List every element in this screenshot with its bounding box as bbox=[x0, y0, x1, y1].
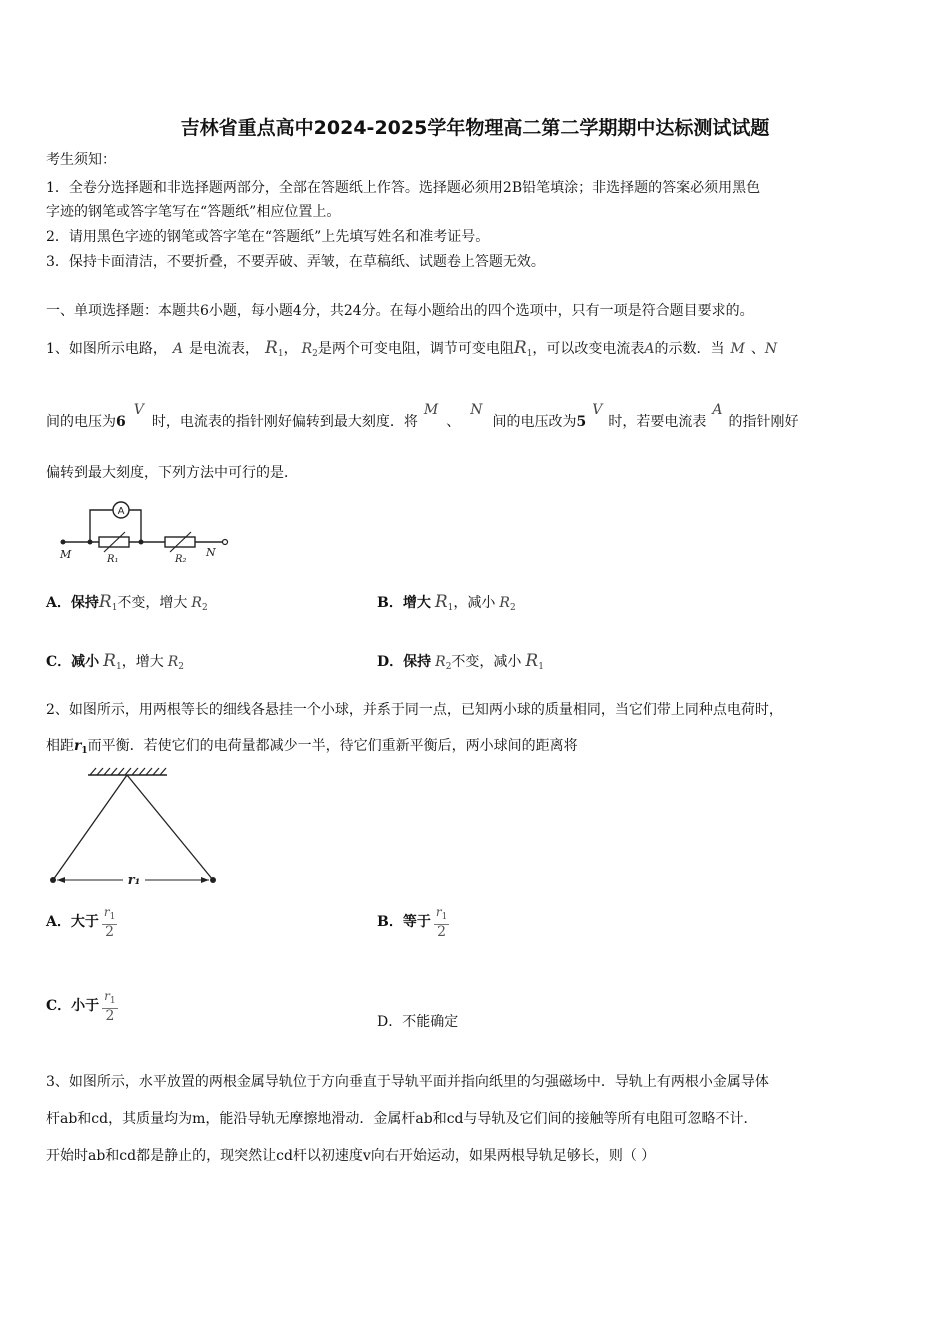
section-heading: 一、单项选择题：本题共6小题，每小题4分，共24分。在每小题给出的四个选项中，只有一项是符合题目要求的。 bbox=[46, 303, 754, 319]
thread-right bbox=[127, 775, 213, 880]
q2-option-b: B．等于 $\frac{r_1}{2}$ bbox=[377, 905, 448, 940]
arrow-head-left bbox=[57, 877, 65, 883]
q1-option-c: C．减小 $R_1$，增大 $R_2$ bbox=[46, 651, 184, 672]
q2-line-1: 2、如图所示，用两根等长的细线各悬挂一个小球，并系于同一点，已知两小球的质量相同，当它们带上同种点电荷时， bbox=[46, 702, 783, 718]
ammeter-icon bbox=[113, 502, 129, 518]
label-r1-distance: r₁ bbox=[127, 873, 141, 888]
q2-line-2: 相距$r_1$而平衡．若使它们的电荷量都减少一半，待它们重新平衡后，两小球间的距离将 bbox=[46, 738, 578, 756]
q3-line-2: 杆ab和cd，其质量均为m，能沿导轨无摩擦地滑动．金属杆ab和cd与导轨及它们间的接触等所有电阻可忽略不计． bbox=[46, 1111, 758, 1127]
circuit-diagram bbox=[55, 490, 235, 570]
label-r1: R₁ bbox=[107, 554, 119, 565]
ceiling-hatch bbox=[90, 768, 166, 775]
pendulum-diagram bbox=[45, 765, 225, 895]
notice-heading: 考生须知： bbox=[46, 152, 116, 168]
q3-line-3: 开始时ab和cd都是静止的，现突然让cd杆以初速度v向右开始运动，如果两根导轨足够长，则（ ） bbox=[46, 1148, 656, 1164]
resistor-r1 bbox=[99, 532, 129, 552]
notice-line-2: 2．请用黑色字迹的钢笔或答字笔在“答题纸”上先填写姓名和准考证号。 bbox=[46, 229, 490, 245]
ammeter-label: A bbox=[117, 506, 125, 517]
label-m: M bbox=[60, 548, 72, 561]
notice-line-1a: 1．全卷分选择题和非选择题两部分，全部在答题纸上作答。选择题必须用2B铅笔填涂；非选择题的答案必须用黑色 bbox=[46, 180, 761, 196]
junction-right bbox=[139, 540, 144, 545]
q1-option-d: D．保持 $R_2$不变，减小 $R_1$ bbox=[377, 651, 544, 672]
q2-option-a: A．大于 $\frac{r_1}{2}$ bbox=[46, 905, 116, 940]
notice-line-1b: 字迹的钢笔或答字笔写在“答题纸”相应位置上。 bbox=[46, 204, 341, 220]
arrow-head-right bbox=[201, 877, 209, 883]
label-n: N bbox=[206, 546, 216, 559]
ball-right bbox=[210, 877, 216, 883]
resistor-r2 bbox=[165, 532, 195, 552]
label-r2: R₂ bbox=[175, 554, 187, 565]
q1-line-3: 偏转到最大刻度，下列方法中可行的是． bbox=[46, 465, 298, 481]
terminal-n bbox=[223, 540, 228, 545]
q1-line-1: 1、如图所示电路， A 是电流表， $R_1$， $R_2$是两个可变电阻，调节可变电阻$R_1$，可以改变电流表A的示数．当 M 、N bbox=[46, 338, 778, 359]
q1-option-a: A．保持$R_1$不变，增大 $R_2$ bbox=[46, 592, 208, 613]
q3-line-1: 3、如图所示，水平放置的两根金属导轨位于方向垂直于导轨平面并指向纸里的匀强磁场中．导轨上有两根小金属导体 bbox=[46, 1074, 769, 1090]
terminal-m bbox=[61, 540, 66, 545]
notice-line-3: 3．保持卡面清洁，不要折叠，不要弄破、弄皱，在草稿纸、试题卷上答题无效。 bbox=[46, 254, 545, 270]
q2-option-c: C．小于 $\frac{r_1}{2}$ bbox=[46, 989, 116, 1024]
page-title: 吉林省重点高中2024-2025学年物理高二第二学期期中达标测试试题 bbox=[180, 117, 770, 139]
thread-left bbox=[53, 775, 127, 880]
ball-left bbox=[50, 877, 56, 883]
q1-line-2: 间的电压为6V时，电流表的指针刚好偏转到最大刻度．将M、N间的电压改为5V时，若要电流表A的指针刚好 bbox=[46, 402, 799, 430]
q1-option-b: B．增大 $R_1$，减小 $R_2$ bbox=[377, 592, 516, 613]
junction-left bbox=[88, 540, 93, 545]
q2-option-d: D．不能确定 bbox=[377, 1014, 459, 1030]
